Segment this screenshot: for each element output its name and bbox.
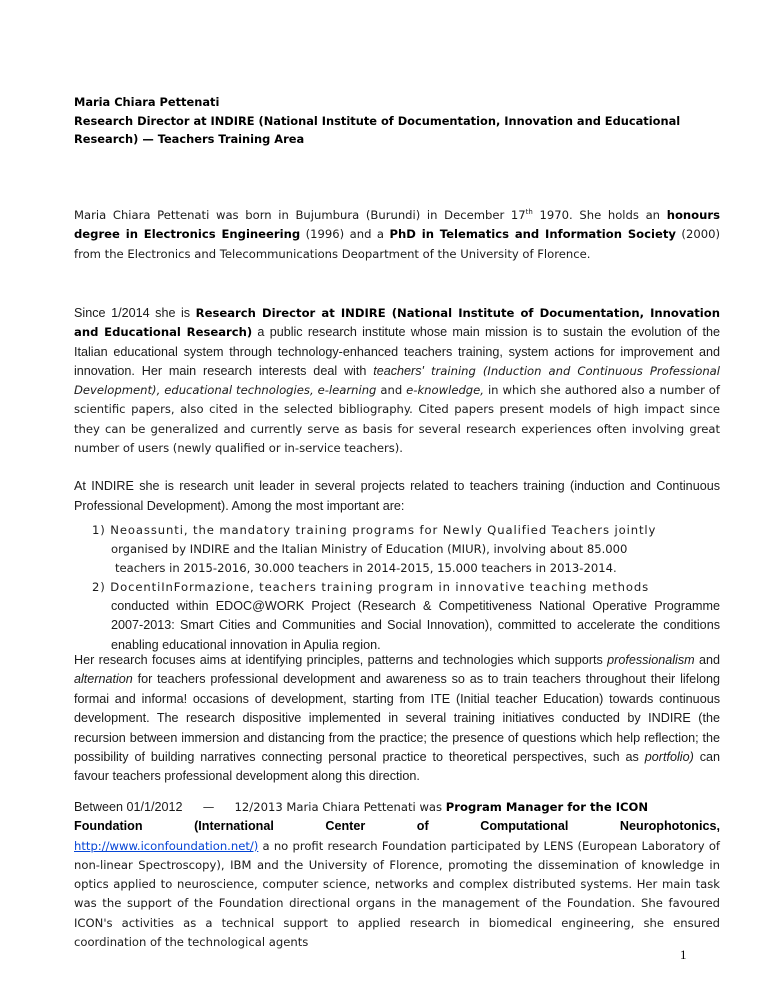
- degree-highlight: honours degree in Electronics Engineering: [74, 208, 720, 242]
- icon-foundation-paragraph: Between 01/1/2012 — 12/2013 Maria Chiara Pettenati was Program Manager for the ICON Foundation (International Center of Computational Neurophotonics, http://www.iconfoundation.net/) a no profit research Foundation participated by LENS (European Laboratory of non-linear Spectroscopy), IBM and the University of Florence, promoting the dissemination of knowledge in optics applied to neuroscience, computer science, networks and complex distributed systems. Her main task was the support of the Foundation directional organs in the management of the Foundation. She favoured ICON's activities as a technical support to applied research in biomedical engineering, she ensured coordination of the technological agents: [74, 800, 720, 950]
- indire-projects-intro: At INDIRE she is research unit leader in several projects related to teachers training (induction and Continuous Professional Development). Among the most important are:: [74, 479, 720, 513]
- list-item: 1) Neoassunti, the mandatory training programs for Newly Qualified Teachers jointly organised by INDIRE and the Italian Ministry of Education (MIUR), involving about 85.000 teachers in 2015-2016, 30.000 teachers in 2014-2015, 15.000 teachers in 2013-2014.: [92, 523, 657, 575]
- biography-paragraph: Maria Chiara Pettenati was born in Bujumbura (Burundi) in December 17th 1970. She holds an honours degree in Electronics Engineering (1996) and a PhD in Telematics and Information Society (2000) from the Electronics and Telecommunications Deopartment of the University of Florence.: [74, 208, 720, 261]
- position-highlight: Research Director at INDIRE (National Institute of Documentation, Innovation and Educational Research): [74, 306, 720, 340]
- list-item: 2) DocentiInFormazione, teachers training program in innovative teaching methods conducted within EDOC@WORK Project (Research & Competitiveness National Operative Programme 2007-2013: Smart Cities and Communities and Social Innovation), committed to accelerate the conditions enabling educational innovation in Apulia region.: [92, 580, 720, 652]
- author-name: Maria Chiara Pettenati: [74, 95, 220, 109]
- page-number: 1: [680, 947, 687, 962]
- research-focus-paragraph: Her research focuses aims at identifying principles, patterns and technologies which supports professionalism and alternation for teachers professional development and awareness so as to train teachers throughout their lifelong formai and informa! occasions of development, starting from ITE (Initial teacher Education) towards continuous development. The research dispositive implemented in several training initiatives conducted by INDIRE (the recursion between immersion and distancing from the practice; the presence of questions which help reflection; the possibility of building narratives connecting personal practice to theoretical perspectives, such as portfolio) can favour teachers professional development along this direction.: [74, 653, 720, 784]
- document-header: [74, 93, 694, 149]
- current-position-paragraph: Since 1/2014 she is Research Director at INDIRE (National Institute of Documentation, Innovation and Educational Research) a public research institute whose main mission is to sustain the evolution of the Italian educational system through technology-enhanced teachers training, system actions for improvement and innovation. Her main research interests deal with teachers' training (Induction and Continuous Professional Development), educational technologies, e-learning and e-knowledge, in which she authored also a number of scientific papers, also cited in the selected bibliography. Cited papers present models of high impact since they can be generalized and currently serve as basis for several research experiences often involving great number of users (newly qualified or in-service teachers).: [74, 306, 721, 456]
- author-role-line-2: Research) — Teachers Training Area: [74, 132, 305, 146]
- superscript: th: [525, 208, 533, 217]
- author-role-line-1: Research Director at INDIRE (National Institute of Documentation, Innovation and Educational: [74, 113, 681, 128]
- icon-foundation-link[interactable]: http://www.iconfoundation.net/): [74, 838, 259, 853]
- phd-highlight: PhD in Telematics and Information Society: [389, 227, 676, 242]
